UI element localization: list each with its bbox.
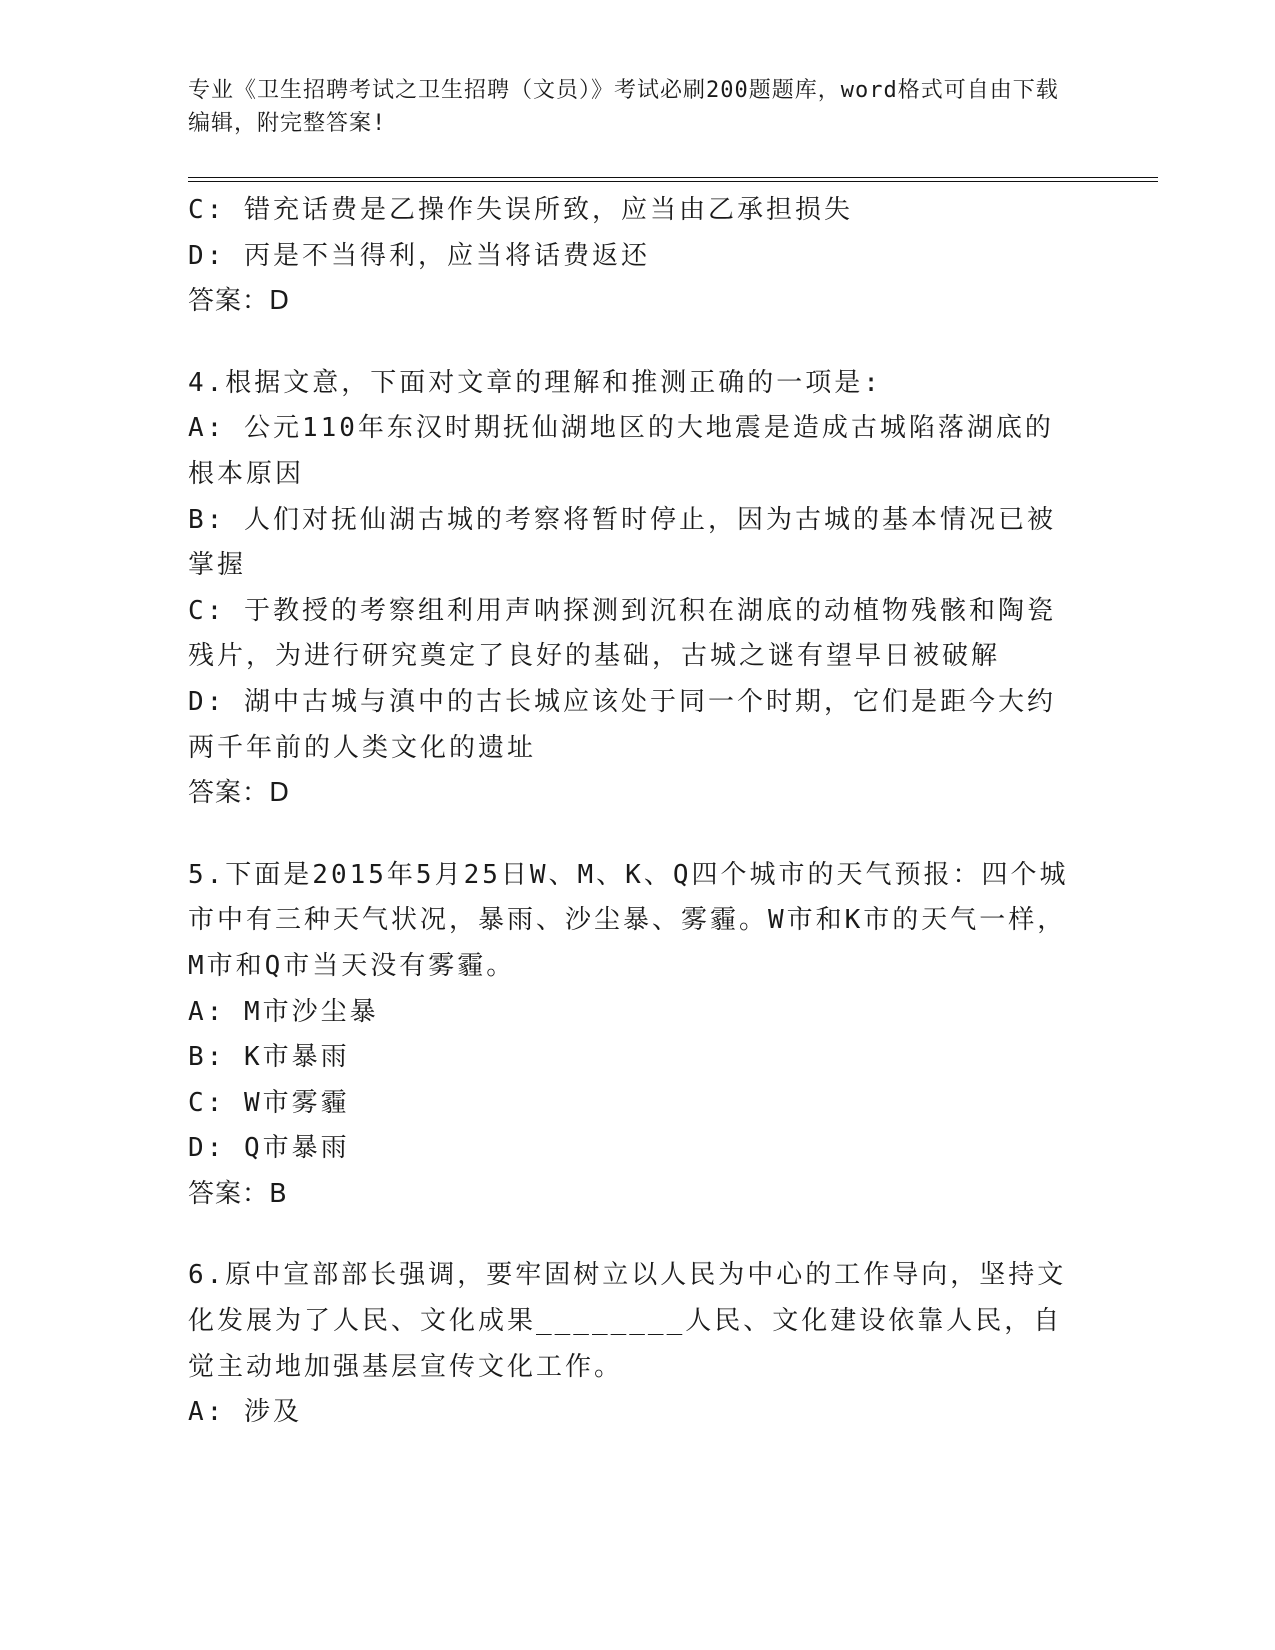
q4-option-b: B: 人们对抚仙湖古城的考察将暂时停止，因为古城的基本情况已被掌握 <box>188 504 1056 581</box>
q3-answer: 答案：D <box>188 286 291 317</box>
header-divider-bottom <box>188 181 1158 182</box>
q5-option-a: A: M市沙尘暴 <box>188 996 379 1027</box>
q6-option-a: A: 涉及 <box>188 1397 302 1428</box>
q3-option-c: C: 错充话费是乙操作失误所致，应当由乙承担损失 <box>188 195 853 225</box>
q4-option-a: A: 公元110年东汉时期抚仙湖地区的大地震是造成古城陷落湖底的根本原因 <box>188 413 1054 489</box>
q5-option-d: D: Q市暴雨 <box>188 1133 350 1164</box>
q4-answer: 答案：D <box>188 778 291 809</box>
q5-option-b: B: K市暴雨 <box>188 1042 350 1073</box>
q5-option-c: C: W市雾霾 <box>188 1087 350 1118</box>
q4-option-c: C: 于教授的考察组利用声呐探测到沉积在湖底的动植物残骸和陶瓷残片，为进行研究奠定了良好的基础，古城之谜有望早日被破解 <box>188 595 1056 672</box>
header-divider-top <box>188 177 1158 178</box>
q5-answer: 答案：B <box>188 1178 288 1209</box>
document-header: 专业《卫生招聘考试之卫生招聘（文员）》考试必刷200题题库，word格式可自由下载编辑，附完整答案! <box>188 78 1059 136</box>
q3-option-d: D: 丙是不当得利，应当将话费返还 <box>188 240 650 271</box>
q4-question: 4.根据文意，下面对文章的理解和推测正确的一项是: <box>188 367 882 398</box>
spacer <box>188 325 1078 361</box>
question-content <box>188 188 1078 1436</box>
spacer <box>188 1217 1078 1253</box>
q4-option-d: D: 湖中古城与滇中的古长城应该处于同一个时期，它们是距今大约两千年前的人类文化的遗址 <box>188 686 1056 763</box>
q6-question: 6.原中宣部部长强调，要牢固树立以人民为中心的工作导向，坚持文化发展为了人民、文化成果________人民、文化建设依靠人民，自觉主动地加强基层宣传文化工作。 <box>188 1260 1067 1382</box>
spacer <box>188 817 1078 853</box>
q5-question: 5.下面是2015年5月25日W、M、K、Q四个城市的天气预报：四个城市中有三种天气状况，暴雨、沙尘暴、雾霾。W市和K市的天气一样，M市和Q市当天没有雾霾。 <box>188 859 1069 981</box>
